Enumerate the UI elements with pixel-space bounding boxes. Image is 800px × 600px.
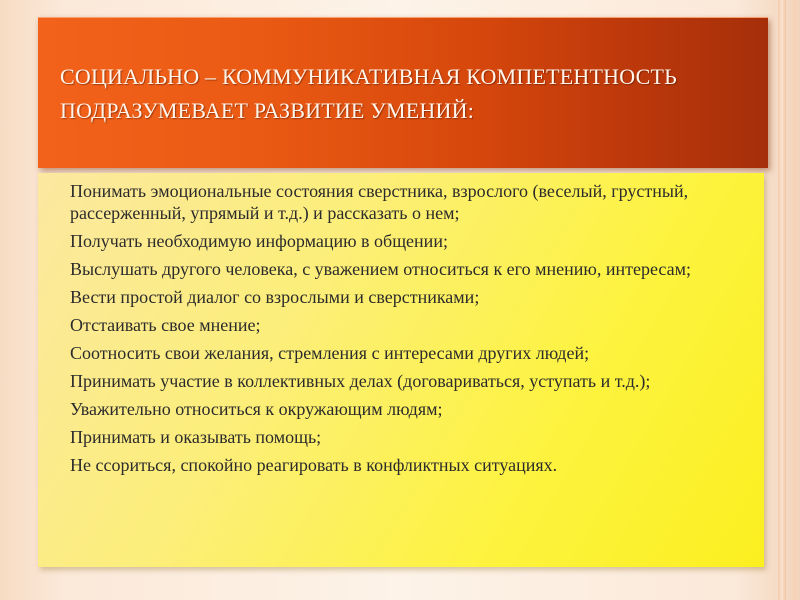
list-item-text: Выслушать другого человека, с уважением относиться к его мнению, интересам; bbox=[70, 259, 691, 279]
list-item-text: Отстаивать свое мнение; bbox=[70, 315, 261, 335]
list-item bbox=[50, 398, 758, 420]
skills-list bbox=[50, 180, 758, 482]
list-item-text: Принимать участие в коллективных делах (договариваться, уступать и т.д.); bbox=[70, 371, 651, 391]
list-item bbox=[50, 342, 758, 364]
list-item bbox=[50, 286, 758, 308]
list-item bbox=[50, 180, 758, 224]
list-item-text: Принимать и оказывать помощь; bbox=[70, 427, 322, 447]
list-item bbox=[50, 258, 758, 280]
decorative-stripe bbox=[778, 0, 786, 600]
decorative-stripe-thin bbox=[793, 0, 796, 600]
list-item bbox=[50, 230, 758, 252]
slide-title-line1: СОЦИАЛЬНО – КОММУНИКАТИВНАЯ КОМПЕТЕНТНОСТЬ bbox=[60, 64, 677, 89]
slide-title bbox=[60, 60, 750, 128]
content-panel bbox=[38, 173, 764, 567]
list-item-text: Уважительно относиться к окружающим людям; bbox=[70, 399, 443, 419]
list-item bbox=[50, 426, 758, 448]
list-item bbox=[50, 370, 758, 392]
list-item-text: Соотносить свои желания, стремления с интересами других людей; bbox=[70, 343, 590, 363]
list-item bbox=[50, 314, 758, 336]
list-item-text: Понимать эмоциональные состояния сверстника, взрослого (веселый, грустный, рассерженный, упрямый и т.д.) и рассказать о нем; bbox=[70, 181, 689, 223]
list-item bbox=[50, 454, 758, 476]
title-banner bbox=[38, 17, 768, 168]
list-item-text: Получать необходимую информацию в общении; bbox=[70, 231, 448, 251]
list-item-text: Не ссориться, спокойно реагировать в конфликтных ситуациях. bbox=[70, 455, 558, 475]
slide-title-line2: ПОДРАЗУМЕВАЕТ РАЗВИТИЕ УМЕНИЙ: bbox=[60, 98, 475, 123]
list-item-text: Вести простой диалог со взрослыми и сверстниками; bbox=[70, 287, 480, 307]
